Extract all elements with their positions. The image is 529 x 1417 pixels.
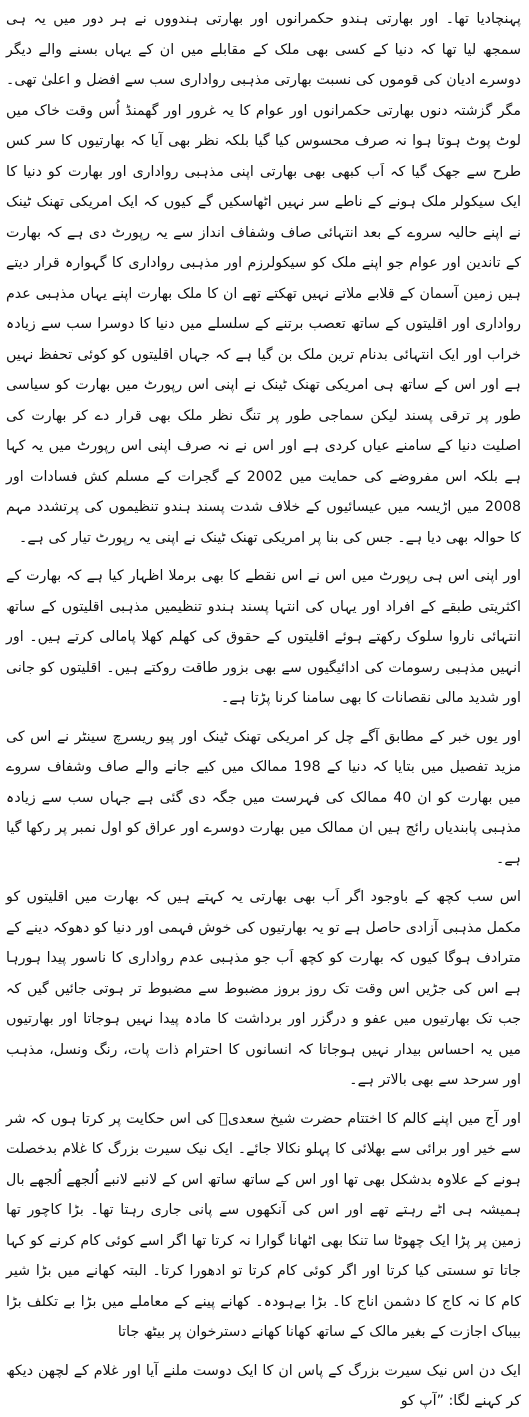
article-paragraph-4: اس سب کچھ کے باوجود اگر اَب بھی بھارتی یہ کہتے ہیں کہ بھارت میں اقلیتوں کو مکمل مذہبی آزادی حاصل ہے تو یہ بھارتیوں کی خوش فہمی اور دنیا کو دھوکہ دینے کے مترادف ہوگا کیوں کہ بھارت کو کچھ اَب جو مذہبی عدم رواداری کا ناسور پیدا ہورہا ہے اس کی جڑیں اس وقت تک روز بروز مضبوط سے مضبوط تر ہوتی جائیں گیں کہ جب تک بھارتیوں میں عفو و درگزر اور برداشت کا مادہ پیدا نہیں ہوجاتا اور بھارتیوں میں یہ احساس بیدار نہیں ہوجاتا کہ انسانوں کا احترام ذات پات، رنگ ونسل، مذہب اور سرحد سے بھی بالاتر ہے۔ <box>6 889 521 1088</box>
article-paragraph-5: اور آج میں اپنے کالم کا اختتام حضرت شیخ سعدیؒ کی اس حکایت پر کرتا ہوں کہ شر سے خیر اور برائی سے بھلائی کا پہلو نکالا جائے۔ ایک نیک سیرت بزرگ کا غلام بدخصلت ہونے کے علاوہ بدشکل بھی تھا اور اس کے ساتھ ساتھ اس کے لانبے لانبے اُلجھے اُلجھے بال ہمیشہ ہی اٹے رہتے تھے اور اس کی آنکھوں سے پانی جاری رہتا تھا۔ بڑا کاچور تھا زمین پر پڑا ایک چھوٹا سا تنکا بھی اٹھانا گوارا نہ کرتا تھا اگر اسے کوئی کام کرنے کو کہا جاتا تو سستی کیا کرتا اور اگر کوئی کام کرتا تو ادھورا کرتا۔ البتہ کھانے میں بڑا شیر کام کا نہ کاج کا دشمن اناج کا۔ بڑا بےہودہ۔ کھانے پینے کے معاملے میں بڑا بے تکلف بڑا بیباک اجازت کے بغیر مالک کے ساتھ کھانا کھانے دسترخوان پر بیٹھ جاتا <box>6 1110 521 1340</box>
article-paragraph-1: پہنچادیا تھا۔ اور بھارتی ہندو حکمرانوں اور بھارتی ہندووں نے ہر دور میں یہ ہی سمجھ لیا تھا کہ دنیا کے کسی بھی ملک کے مقابلے میں ان کے یہاں بسنے والے دیگر دوسرے ادیان کی قوموں کی نسبت بھارتی مذہبی رواداری سب سے افضل و اعلیٰ تھی۔ مگر گزشتہ دنوں بھارتی حکمرانوں اور عوام کا یہ غرور اور گھمنڈ اُس وقت خاک میں لوٹ پوٹ ہوتا ہوا نہ صرف محسوس کیا گیا بلکہ نظر بھی آیا کہ بھارتیوں کا سر کس طرح سے جھک گیا کہ اَب کبھی بھی بھارتی اپنی مذہبی رواداری اور بھارت کو دنیا کا ایک سیکولر ملک ہونے کے ناطے سر نہیں اٹھاسکیں گے کیوں کہ ایک امریکی تھنک ٹینک نے اپنے حالیہ سروے کے بعد انتہائی صاف وشفاف انداز سے یہ رپورٹ دی ہے کہ بھارت کے تاندین اور عوام جو اپنے ملک کو سیکولرزم اور مذہبی رواداری کا گہوارہ قرار دیتے ہیں زمین آسمان کے قلابے ملاتے نہیں تھکتے تھے ان کا ملک بھارت اپنے یہاں مذہبی عدم رواداری اور اقلیتوں کے ساتھ تعصب برتنے کے سلسلے میں دنیا کا دوسرا سب سے زیادہ خراب اور ایک انتہائی بدنام ترین ملک بن گیا ہے کہ جہاں اقلیتوں کو کوئی تحفظ نہیں ہے اور اس کے ساتھ ہی امریکی تھنک ٹینک نے اپنی اس رپورٹ میں بھارت کو سیاسی طور پر ترقی پسند لیکن سماجی طور پر تنگ نظر ملک بھی قرار دے کر بھارت کی اصلیت دنیا کے سامنے عیاں کردی ہے اور اس نے نہ صرف اپنی اس رپورٹ میں یہ کہا ہے بلکہ اس مفروضے کی حمایت میں 2002 کے گجرات کے مسلم کش فسادات اور 2008 میں اڑیسہ میں عیسائیوں کے خلاف شدت پسند ہندو تنظیموں کی پرتشدد مہم کا حوالہ بھی دیا ہے۔ جس کی بنا پر امریکی تھنک ٹینک نے اپنی یہ رپورٹ تیار کی ہے۔ <box>6 11 522 546</box>
article-paragraph-3: اور یوں خبر کے مطابق آگے چل کر امریکی تھنک ٹینک اور پیو ریسرچ سینٹر نے اس کی مزید تفصیل میں بتایا کہ دنیا کے 198 ممالک میں کیے جانے والے صاف وشفاف سروے میں بھارت کو ان 40 ممالک کی فہرست میں جگہ دی گئی ہے جہاں سب سے زیادہ مذہبی پابندیاں رائج ہیں ان ممالک میں بھارت دوسرے اور عراق کو اول نمبر پر رکھا گیا ہے۔ <box>6 728 521 867</box>
article-paragraph-2: اور اپنی اس ہی رپورٹ میں اس نے اس نقطے کا بھی برملا اظہار کیا ہے کہ بھارت کے اکثریتی طبقے کے افراد اور یہاں کی انتہا پسند ہندو تنظیمیں مذہبی اقلیتوں کے ساتھ انتہائی ناروا سلوک رکھتے ہوئے اقلیتوں کے حقوق کی کھلم کھلا پامالی کرتے ہیں۔ اور انہیں مذہبی رسومات کی ادائیگیوں سے بھی بزور طاقت روکتے ہیں۔ اقلیتوں کو جانی اور شدید مالی نقصانات کا بھی سامنا کرنا پڑتا ہے۔ <box>6 568 521 706</box>
article-paragraph-6: ایک دن اس نیک سیرت بزرگ کے پاس ان کا ایک دوست ملنے آیا اور غلام کے لچھن دیکھ کر کہنے لگا: ”آپ کو <box>6 1362 521 1409</box>
